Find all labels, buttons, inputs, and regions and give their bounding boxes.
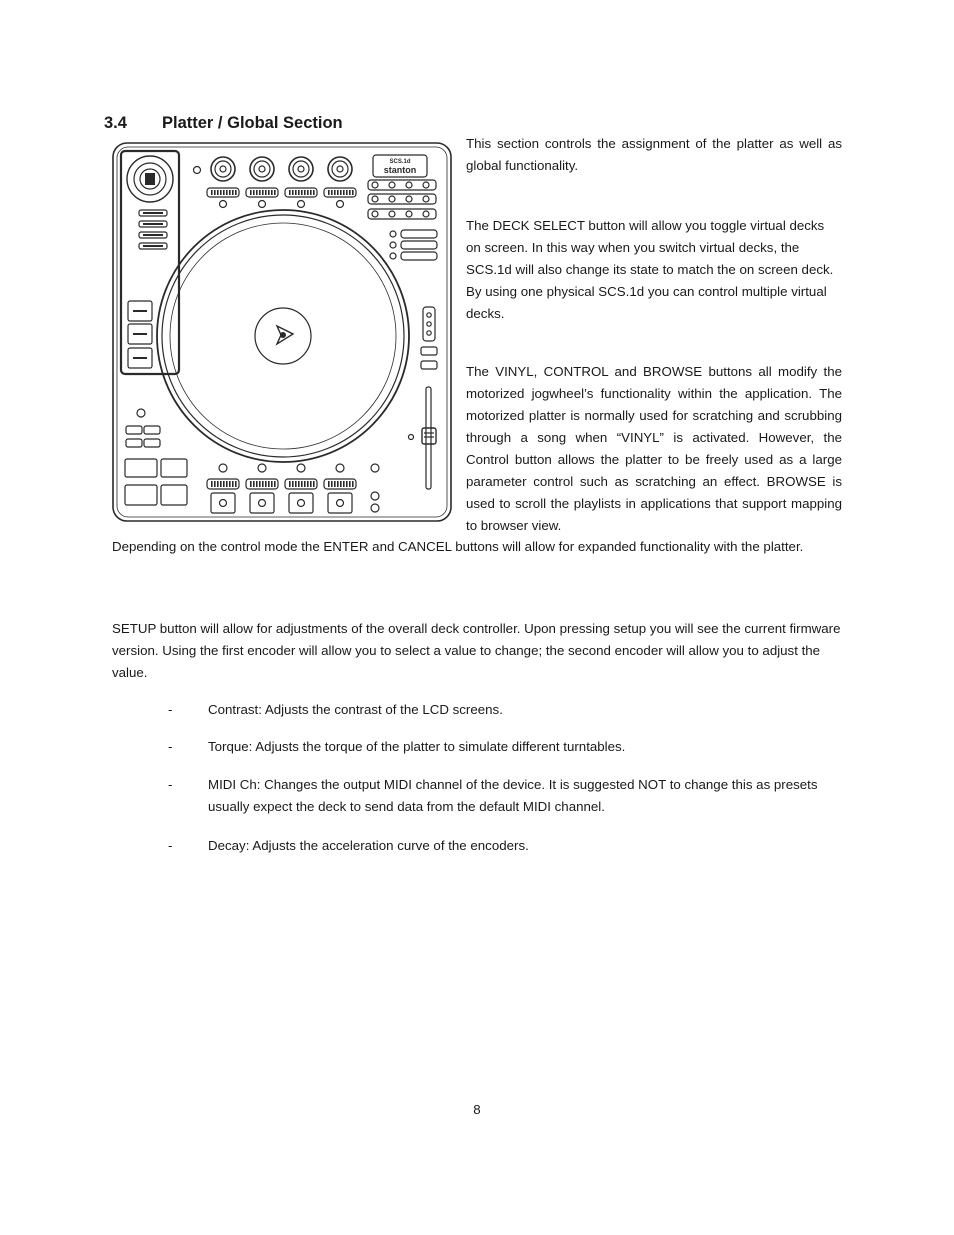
pad-dot-icon xyxy=(337,500,344,507)
meter-tick xyxy=(211,190,213,195)
meter-tick xyxy=(235,481,237,487)
meter-tick xyxy=(220,190,222,195)
list-item xyxy=(168,736,848,758)
platter xyxy=(157,210,409,462)
meter-tick xyxy=(214,481,216,487)
grid-button-icon xyxy=(423,196,429,202)
meter-tick xyxy=(340,481,342,487)
meter-tick xyxy=(331,481,333,487)
list-item-text: MIDI Ch: Changes the output MIDI channel of the device. It is suggested NOT to change this as presets usually expect the deck to send data from the default MIDI channel. xyxy=(208,777,818,814)
meter-tick xyxy=(229,190,231,195)
rotary-knob-icon xyxy=(259,166,265,172)
meter-tick xyxy=(334,481,336,487)
indicator-dot-icon xyxy=(298,201,305,208)
meter-tick xyxy=(310,190,312,195)
meter-tick xyxy=(310,481,312,487)
list-item xyxy=(168,699,848,721)
meter-tick xyxy=(229,481,231,487)
page-number: 8 xyxy=(473,1102,481,1117)
intro-paragraph: This section controls the assignment of the platter as well as global functionality. xyxy=(466,136,842,173)
meter-tick xyxy=(265,190,267,195)
vinyl-paragraph-continued: Depending on the control mode the ENTER and CANCEL buttons will allow for expanded functionality with the platter. xyxy=(112,539,804,554)
bottom-right-dots xyxy=(371,464,379,512)
section-title: Platter / Global Section xyxy=(162,114,343,132)
meter-tick xyxy=(292,481,294,487)
meter-tick xyxy=(298,481,300,487)
bottom-pad-row xyxy=(207,464,356,513)
grid-button-icon xyxy=(406,196,412,202)
pad-dot-icon xyxy=(220,500,227,507)
brand-label: stanton xyxy=(383,165,417,175)
grid-button-icon xyxy=(389,196,395,202)
meter-tick xyxy=(271,190,273,195)
meter-tick xyxy=(271,481,273,487)
meter-tick xyxy=(274,481,276,487)
meter-tick xyxy=(295,481,297,487)
meter-tick xyxy=(220,481,222,487)
meter-tick xyxy=(292,190,294,195)
meter-tick xyxy=(313,481,315,487)
grid-button-icon xyxy=(372,211,378,217)
list-item-text: Contrast: Adjusts the contrast of the LCD screens. xyxy=(208,702,503,717)
meter-tick xyxy=(328,481,330,487)
indicator-dot-icon xyxy=(336,464,344,472)
meter-tick xyxy=(301,190,303,195)
list-item-text: Torque: Adjusts the torque of the platter to simulate different turntables. xyxy=(208,739,626,754)
meter-tick xyxy=(226,190,228,195)
performance-pad xyxy=(328,493,352,513)
meter-tick xyxy=(334,190,336,195)
right-button-grid xyxy=(368,180,436,219)
indicator-dot-icon xyxy=(297,464,305,472)
rotary-knob-icon xyxy=(293,161,309,177)
rotary-knob-icon xyxy=(298,166,304,172)
meter-tick xyxy=(337,190,339,195)
deck-select-paragraph: The DECK SELECT button will allow you toggle virtual decks on screen. In this way when you switch virtual decks, the SCS.1d will also change its state to match the on screen deck. By using one physical SCS.1d you can control multiple virtual decks. xyxy=(466,218,834,321)
meter-tick xyxy=(289,190,291,195)
meter-tick xyxy=(259,190,261,195)
performance-pad xyxy=(289,493,313,513)
grid-button-icon xyxy=(406,182,412,188)
meter-tick xyxy=(328,190,330,195)
bullet-dash: - xyxy=(168,739,173,754)
mode-buttons xyxy=(128,301,152,368)
encoder-knob xyxy=(127,156,173,202)
meter-tick xyxy=(331,190,333,195)
meter-tick xyxy=(289,481,291,487)
grid-button-icon xyxy=(389,211,395,217)
meter-tick xyxy=(226,481,228,487)
setup-paragraph: SETUP button will allow for adjustments of the overall deck controller. Upon pressing setup you will see the current firmware version. Using the first encoder will allow you to select a value to change; the second encoder will allow you to adjust the value. xyxy=(112,621,841,680)
grid-button-icon xyxy=(389,182,395,188)
meter-tick xyxy=(352,190,354,195)
grid-button-icon xyxy=(372,182,378,188)
meter-tick xyxy=(343,481,345,487)
right-slider-rows xyxy=(390,230,437,260)
meter-tick xyxy=(232,190,234,195)
list-item xyxy=(168,835,848,857)
meter-tick xyxy=(265,481,267,487)
meter-tick xyxy=(256,190,258,195)
meter-tick xyxy=(223,481,225,487)
pitch-fader xyxy=(409,387,437,489)
indicator-dot-icon xyxy=(337,201,344,208)
meter-tick xyxy=(268,190,270,195)
meter-tick xyxy=(214,190,216,195)
right-vertical-strip xyxy=(421,307,437,369)
meter-tick xyxy=(340,190,342,195)
meter-tick xyxy=(313,190,315,195)
meter-tick xyxy=(235,190,237,195)
rotary-knob-icon xyxy=(337,166,343,172)
meter-tick xyxy=(352,481,354,487)
meter-tick xyxy=(256,481,258,487)
indicator-dot-icon xyxy=(259,201,266,208)
meter-tick xyxy=(307,190,309,195)
top-knob-row xyxy=(194,157,357,208)
meter-tick xyxy=(337,481,339,487)
meter-tick xyxy=(349,481,351,487)
pad-dot-icon xyxy=(298,500,305,507)
meter-tick xyxy=(262,481,264,487)
meter-tick xyxy=(253,190,255,195)
meter-tick xyxy=(343,190,345,195)
meter-tick xyxy=(304,190,306,195)
bullet-dash: - xyxy=(168,702,173,717)
meter-tick xyxy=(250,481,252,487)
bullet-dash: - xyxy=(168,838,173,853)
device-outline xyxy=(113,143,451,521)
bullet-dash: - xyxy=(168,777,173,792)
meter-tick xyxy=(349,190,351,195)
indicator-dot-icon xyxy=(258,464,266,472)
meter-tick xyxy=(295,190,297,195)
meter-tick xyxy=(298,190,300,195)
meter-tick xyxy=(307,481,309,487)
setup-options-list xyxy=(168,699,848,857)
grid-button-icon xyxy=(372,196,378,202)
model-label: SCS.1d xyxy=(389,159,411,165)
meter-tick xyxy=(268,481,270,487)
meter-tick xyxy=(304,481,306,487)
meter-tick xyxy=(346,481,348,487)
meter-tick xyxy=(217,481,219,487)
rotary-knob-icon xyxy=(254,161,270,177)
setup-group-buttons xyxy=(139,210,167,249)
meter-tick xyxy=(346,190,348,195)
meter-tick xyxy=(301,481,303,487)
grid-button-icon xyxy=(423,182,429,188)
grid-button-icon xyxy=(423,211,429,217)
meter-tick xyxy=(259,481,261,487)
section-number: 3.4 xyxy=(104,114,127,132)
meter-tick xyxy=(232,481,234,487)
meter-tick xyxy=(274,190,276,195)
controller-illustration xyxy=(111,141,454,524)
list-item-text: Decay: Adjusts the acceleration curve of the encoders. xyxy=(208,838,529,853)
pad-dot-icon xyxy=(259,500,266,507)
meter-tick xyxy=(262,190,264,195)
meter-tick xyxy=(253,481,255,487)
lower-left-buttons xyxy=(125,409,187,505)
meter-tick xyxy=(217,190,219,195)
indicator-dot-icon xyxy=(219,464,227,472)
vinyl-paragraph: The VINYL, CONTROL and BROWSE buttons all modify the motorized jogwheel’s functionality within the application. The motorized platter is normally used for scratching and scrubbing through a song when “VINYL” is activated. However, the Control button allows the platter to be freely used as a large parameter control such as scratching an effect. BROWSE is used to scroll the playlists in applications that support mapping to browser view. xyxy=(466,364,842,533)
rotary-knob-icon xyxy=(220,166,226,172)
grid-button-icon xyxy=(406,211,412,217)
meter-tick xyxy=(211,481,213,487)
list-item xyxy=(168,774,848,818)
section-heading xyxy=(104,114,343,133)
performance-pad xyxy=(211,493,235,513)
indicator-dot-icon xyxy=(220,201,227,208)
performance-pad xyxy=(250,493,274,513)
rotary-knob-icon xyxy=(215,161,231,177)
meter-tick xyxy=(250,190,252,195)
meter-tick xyxy=(223,190,225,195)
rotary-knob-icon xyxy=(332,161,348,177)
